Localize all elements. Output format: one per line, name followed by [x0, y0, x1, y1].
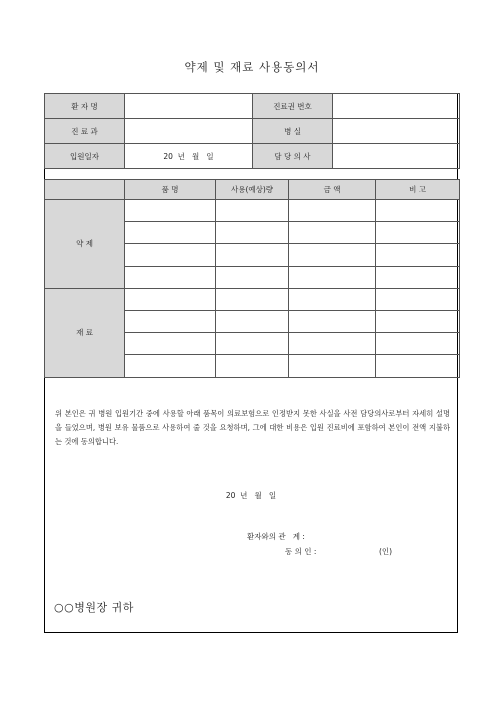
table-cell[interactable]: [216, 355, 289, 377]
table-cell[interactable]: [289, 266, 376, 288]
ward-label: 병 실: [253, 119, 333, 144]
table-cell[interactable]: [216, 288, 289, 310]
header-quantity: 사용(예상)량: [216, 180, 289, 200]
consent-date: 20 년 월 일: [225, 491, 277, 500]
table-cell[interactable]: [216, 310, 289, 332]
table-cell[interactable]: [289, 310, 376, 332]
table-cell[interactable]: [289, 333, 376, 355]
table-cell[interactable]: [125, 200, 216, 222]
doctor-label: 담 당 의 사: [253, 144, 333, 169]
table-cell[interactable]: [125, 310, 216, 332]
doctor-field[interactable]: [333, 144, 460, 169]
relation-label: 환자와의 관 계 :: [247, 532, 305, 541]
table-cell[interactable]: [376, 266, 460, 288]
table-cell[interactable]: [289, 355, 376, 377]
table-cell[interactable]: [125, 333, 216, 355]
table-cell[interactable]: [376, 288, 460, 310]
admission-date-label: 입원일자: [45, 144, 125, 169]
table-cell[interactable]: [289, 288, 376, 310]
table-cell[interactable]: [125, 222, 216, 244]
table-cell[interactable]: [376, 222, 460, 244]
ward-field[interactable]: [333, 119, 460, 144]
table-cell[interactable]: [125, 355, 216, 377]
table-cell[interactable]: [376, 200, 460, 222]
table-cell[interactable]: [216, 333, 289, 355]
drug-section-label: 약 제: [45, 200, 125, 289]
patient-name-label: 환 자 명: [45, 94, 125, 119]
material-section-label: 재 료: [45, 288, 125, 377]
table-cell[interactable]: [376, 333, 460, 355]
document-title: 약제 및 재료 사용동의서: [184, 60, 320, 74]
department-field[interactable]: [125, 119, 253, 144]
table-cell[interactable]: [376, 355, 460, 377]
seal-mark: (인): [379, 547, 393, 556]
admission-date-field[interactable]: 20 년 월 일: [125, 144, 253, 169]
table-cell[interactable]: [125, 288, 216, 310]
consent-statement: 위 본인은 귀 병원 입원기간 중에 사용할 아래 품목이 의료보험으로 인정받지 못한 사실을 사전 담당의사로부터 자세히 설명을 들었으며, 병원 보유 물품으로 사용하여 줄 것을 요청하며, 그에 대한 비용은 입원 진료비에 포함하여 본인이 전액 지불하는 것에 동의합니다.: [55, 409, 450, 446]
table-cell[interactable]: [125, 244, 216, 266]
table-cell[interactable]: [216, 244, 289, 266]
consenter-label: 동 의 인 :: [285, 547, 317, 556]
patient-name-field[interactable]: [125, 94, 253, 119]
clinic-card-field[interactable]: [333, 94, 460, 119]
table-cell[interactable]: [216, 222, 289, 244]
table-cell[interactable]: [289, 200, 376, 222]
table-cell[interactable]: [125, 266, 216, 288]
table-cell[interactable]: [376, 244, 460, 266]
header-amount: 금 액: [289, 180, 376, 200]
items-table: [44, 179, 460, 378]
table-cell[interactable]: [376, 310, 460, 332]
header-item-name: 품 명: [125, 180, 216, 200]
patient-info-table: [44, 93, 460, 169]
table-cell[interactable]: [289, 244, 376, 266]
table-cell[interactable]: [289, 222, 376, 244]
items-corner-cell: [45, 180, 125, 200]
table-cell[interactable]: [216, 266, 289, 288]
table-cell[interactable]: [216, 200, 289, 222]
header-remarks: 비 고: [376, 180, 460, 200]
consent-form: [44, 93, 458, 633]
department-label: 진 료 과: [45, 119, 125, 144]
clinic-card-label: 진료권 번호: [253, 94, 333, 119]
addressee: ○○병원장 귀하: [54, 601, 134, 614]
